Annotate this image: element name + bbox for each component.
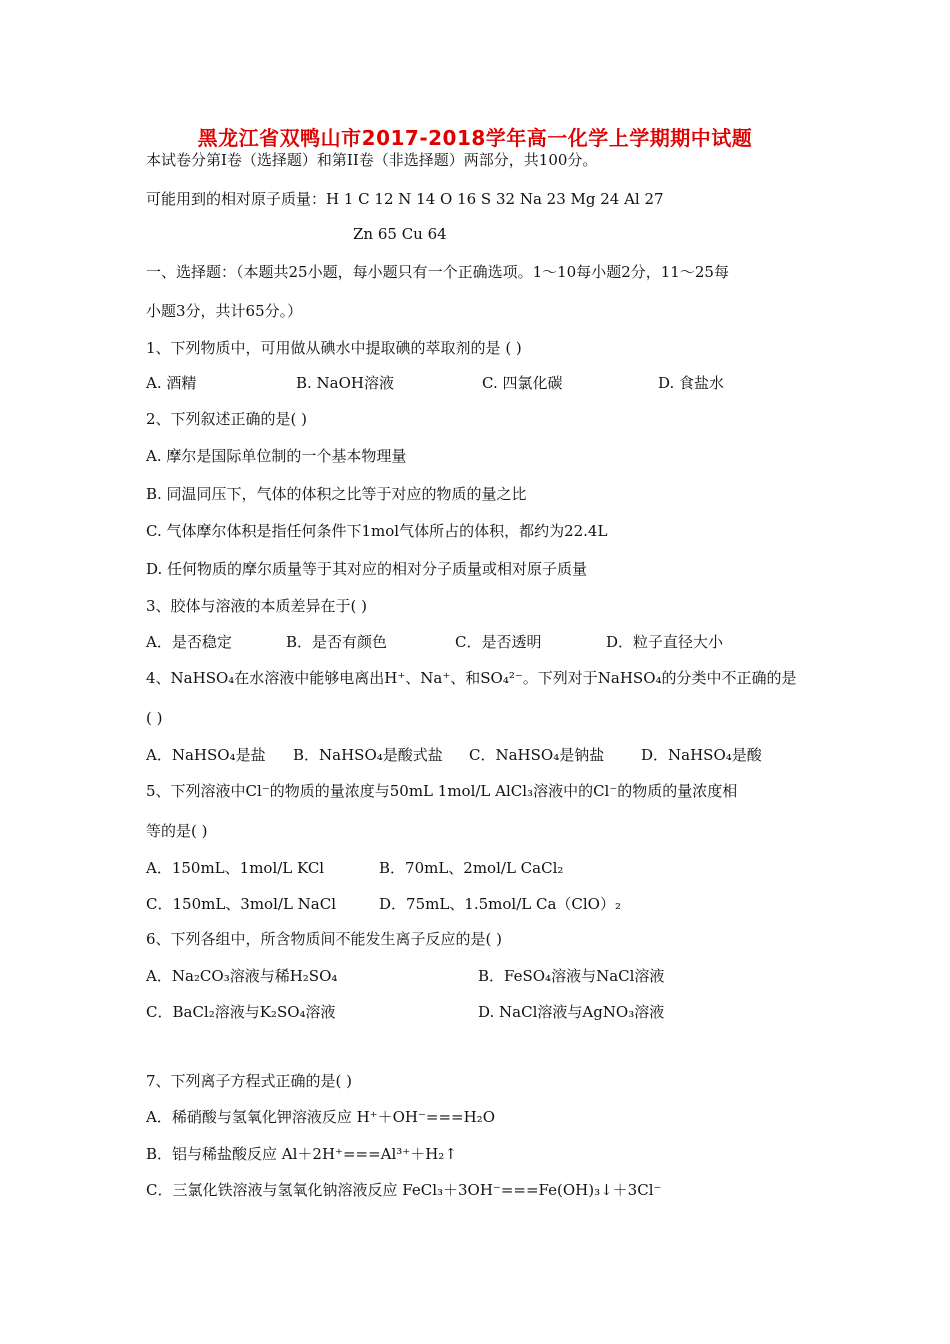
question-6-option-c: C．BaCl₂溶液与K₂SO₄溶液 [146,1003,336,1021]
question-2-option-d: D. 任何物质的摩尔质量等于其对应的相对分子质量或相对原子质量 [146,560,588,578]
question-2-option-c: C. 气体摩尔体积是指任何条件下1mol气体所占的体积，都约为22.4L [146,522,608,540]
question-6-option-d: D. NaCl溶液与AgNO₃溶液 [478,1003,665,1021]
section-heading-cont: 小题3分，共计65分。） [146,302,303,320]
question-6-option-b: B．FeSO₄溶液与NaCl溶液 [478,967,665,985]
question-7-option-a: A．稀硝酸与氢氧化钾溶液反应 H⁺＋OH⁻===H₂O [146,1108,495,1126]
question-6-stem: 6、下列各组中，所含物质间不能发生离子反应的是( ) [146,930,503,948]
question-3-option-a: A．是否稳定 [146,633,232,651]
section-heading: 一、选择题：（本题共25小题，每小题只有一个正确选项。1～10每小题2分，11～25每 [146,263,729,281]
question-5-option-c: C．150mL、3mol/L NaCl [146,895,337,913]
question-5-option-b: B．70mL、2mol/L CaCl₂ [379,859,564,877]
question-5-stem-cont: 等的是( ) [146,822,208,840]
question-5-stem: 5、下列溶液中Cl⁻的物质的量浓度与50mL 1mol/L AlCl₃溶液中的Cl⁻的物质的量浓度相 [146,782,738,800]
question-7-option-c: C．三氯化铁溶液与氢氧化钠溶液反应 FeCl₃＋3OH⁻===Fe(OH)₃↓＋3Cl⁻ [146,1181,662,1199]
question-3-option-b: B．是否有颜色 [286,633,388,651]
question-5-option-a: A．150mL、1mol/L KCl [146,859,325,877]
question-4-stem: 4、NaHSO₄在水溶液中能够电离出H⁺、Na⁺、和SO₄²⁻。下列对于NaHSO₄的分类中不正确的是 [146,669,797,687]
question-4-option-c: C．NaHSO₄是钠盐 [469,746,605,764]
question-3-option-d: D．粒子直径大小 [606,633,724,651]
question-1-option-d: D. 食盐水 [658,374,725,392]
intro-text: 本试卷分第Ⅰ卷（选择题）和第II卷（非选择题）两部分，共100分。 [146,151,598,169]
question-1-option-b: B. NaOH溶液 [296,374,395,392]
question-6-option-a: A．Na₂CO₃溶液与稀H₂SO₄ [146,967,338,985]
question-1-stem: 1、下列物质中，可用做从碘水中提取碘的萃取剂的是 ( ) [146,339,522,357]
question-4-stem-cont: ( ) [146,709,163,727]
question-7-stem: 7、下列离子方程式正确的是( ) [146,1072,353,1090]
question-2-option-a: A. 摩尔是国际单位制的一个基本物理量 [146,447,407,465]
question-4-option-b: B．NaHSO₄是酸式盐 [293,746,443,764]
question-4-option-d: D．NaHSO₄是酸 [641,746,762,764]
question-2-option-b: B. 同温同压下，气体的体积之比等于对应的物质的量之比 [146,485,527,503]
atomic-mass-line: 可能用到的相对原子质量：H 1 C 12 N 14 O 16 S 32 Na 23 Mg 24 Al 27 [146,190,664,208]
question-5-option-d: D．75mL、1.5mol/L Ca（ClO）₂ [379,895,621,913]
question-1-option-a: A. 酒精 [146,374,197,392]
document-title: 黑龙江省双鸭山市2017-2018学年高一化学上学期期中试题 [197,126,753,150]
question-3-option-c: C．是否透明 [455,633,542,651]
question-1-option-c: C. 四氯化碳 [482,374,563,392]
atomic-mass-line-2: Zn 65 Cu 64 [353,225,447,243]
question-3-stem: 3、胶体与溶液的本质差异在于( ) [146,597,368,615]
question-2-stem: 2、下列叙述正确的是( ) [146,410,308,428]
question-4-option-a: A．NaHSO₄是盐 [146,746,266,764]
question-7-option-b: B．铝与稀盐酸反应 Al＋2H⁺===Al³⁺＋H₂↑ [146,1145,457,1163]
